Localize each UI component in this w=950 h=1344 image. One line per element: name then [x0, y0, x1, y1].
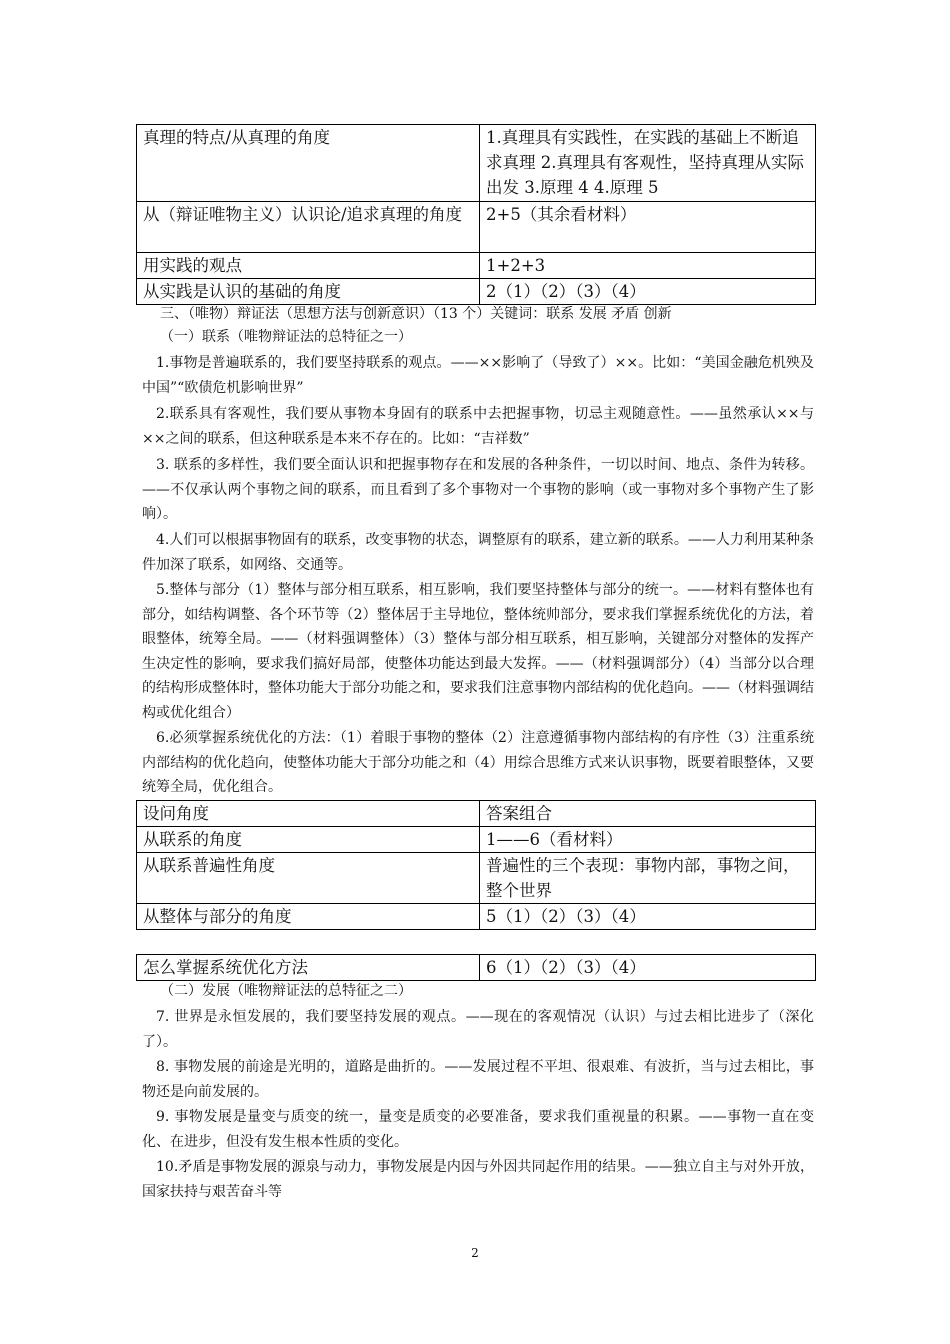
table-cell: 1——6（看材料）	[480, 827, 816, 853]
subsection-heading: （一）联系（唯物辩证法的总特征之一）	[160, 329, 412, 345]
table-row	[137, 955, 816, 981]
table-row	[137, 801, 816, 827]
table-cell: 6（1）（2）（3）（4）	[480, 955, 816, 981]
table-row	[137, 904, 816, 930]
table-row	[137, 202, 816, 253]
paragraph: 6.必须掌握系统优化的方法：（1）着眼于事物的整体（2）注意遵循事物内部结构的有序性（3）注重系统内部结构的优化趋向，使整体功能大于部分功能之和（4）用综合思维方式来认识事物，既要着眼整体，又要统筹全局，优化组合。	[142, 730, 814, 795]
table-row	[137, 253, 816, 279]
table-cell: 怎么掌握系统优化方法	[137, 955, 480, 981]
table-cell: 2（1）（2）（3）（4）	[480, 279, 816, 305]
lianxi-answer-table	[136, 800, 816, 930]
table-cell: 2+5（其余看材料）	[480, 202, 816, 253]
table-row	[137, 125, 816, 202]
table-cell: 从（辩证唯物主义）认识论/追求真理的角度	[137, 202, 480, 253]
section-heading: 三、（唯物）辩证法（思想方法与创新意识）（13 个）关键词：联系 发展 矛盾 创新	[160, 306, 672, 322]
table-cell: 1+2+3	[480, 253, 816, 279]
table-cell: 真理的特点/从真理的角度	[137, 125, 480, 202]
paragraph: 2.联系具有客观性，我们要从事物本身固有的联系中去把握事物，切忌主观随意性。——虽然承认××与××之间的联系，但这种联系是本来不存在的。比如：“吉祥数”	[142, 406, 814, 447]
table-cell: 设问角度	[137, 801, 480, 827]
table-cell: 从实践是认识的基础的角度	[137, 279, 480, 305]
paragraph: 7. 世界是永恒发展的，我们要坚持发展的观点。——现在的客观情况（认识）与过去相比进步了（深化了）。	[142, 1009, 814, 1050]
subsection-heading: （二）发展（唯物辩证法的总特征之二）	[160, 983, 412, 999]
table-row	[137, 279, 816, 305]
truth-angle-table	[136, 124, 816, 305]
paragraph: 5.整体与部分（1）整体与部分相互联系，相互影响，我们要坚持整体与部分的统一。——材料有整体也有部分，如结构调整、各个环节等（2）整体居于主导地位，整体统帅部分，要求我们掌握系统优化的方法，着眼整体，统筹全局。——（材料强调整体）（3）整体与部分相互联系，相互影响，关键部分对整体的发挥产生决定性的影响，要求我们搞好局部，使整体功能达到最大发挥。——（材料强调部分）（4）当部分以合理的结构形成整体时，整体功能大于部分功能之和，要求我们注意事物内部结构的优化趋向。——（材料强调结构或优化组合）	[142, 582, 814, 721]
table-cell: 1.真理具有实践性，在实践的基础上不断追求真理 2.真理具有客观性，坚持真理从实际出发 3.原理 4 4.原理 5	[480, 125, 816, 202]
paragraph: 10.矛盾是事物发展的源泉与动力，事物发展是内因与外因共同起作用的结果。——独立自主与对外开放，国家扶持与艰苦奋斗等	[142, 1159, 814, 1200]
table-cell: 答案组合	[480, 801, 816, 827]
table-cell: 从联系的角度	[137, 827, 480, 853]
table-row	[137, 827, 816, 853]
paragraph: 3. 联系的多样性，我们要全面认识和把握事物存在和发展的各种条件，一切以时间、地点、条件为转移。——不仅承认两个事物之间的联系，而且看到了多个事物对一个事物的影响（或一事物对多个事物产生了影响）。	[142, 457, 814, 522]
system-optimization-table	[136, 954, 816, 981]
table-cell: 用实践的观点	[137, 253, 480, 279]
table-cell: 从联系普遍性角度	[137, 853, 480, 904]
paragraph: 9. 事物发展是量变与质变的统一，量变是质变的必要准备，要求我们重视量的积累。——事物一直在变化、在进步，但没有发生根本性质的变化。	[142, 1109, 814, 1150]
paragraph: 8. 事物发展的前途是光明的，道路是曲折的。——发展过程不平坦、很艰难、有波折，当与过去相比，事物还是向前发展的。	[142, 1059, 814, 1100]
paragraph: 1.事物是普遍联系的，我们要坚持联系的观点。——××影响了（导致了）××。比如：“美国金融危机殃及中国”“欧债危机影响世界”	[142, 355, 814, 396]
table-cell: 普遍性的三个表现：事物内部，事物之间，整个世界	[480, 853, 816, 904]
table-cell: 从整体与部分的角度	[137, 904, 480, 930]
table-row	[137, 853, 816, 904]
table-cell: 5（1）（2）（3）（4）	[480, 904, 816, 930]
page-number: 2	[471, 1246, 479, 1260]
paragraph: 4.人们可以根据事物固有的联系，改变事物的状态，调整原有的联系，建立新的联系。——人力利用某种条件加深了联系，如网络、交通等。	[142, 532, 814, 573]
